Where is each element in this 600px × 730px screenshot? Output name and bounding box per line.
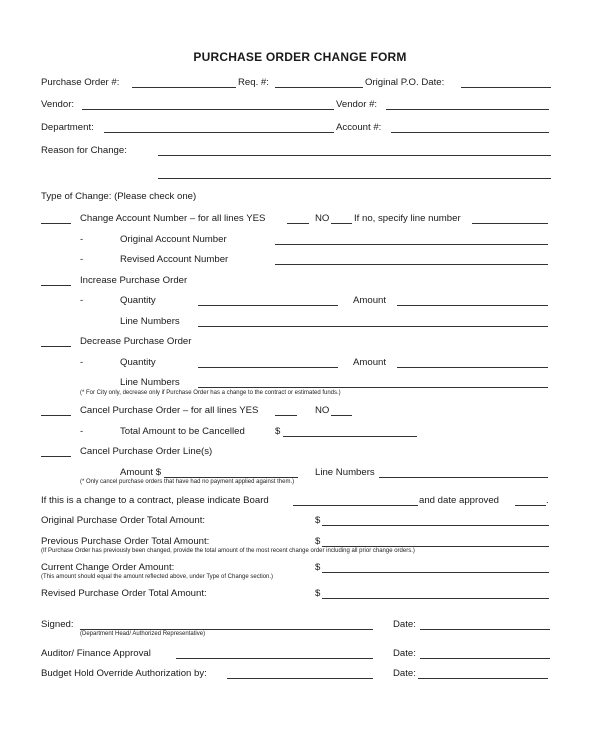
vendor-number-field[interactable]: [386, 109, 549, 110]
total-cancelled-field[interactable]: [283, 436, 417, 437]
budget-hold-label: Budget Hold Override Authorization by:: [41, 668, 207, 679]
cancel-po-checkbox[interactable]: [41, 415, 71, 416]
decrease-quantity-label: Quantity: [120, 357, 156, 368]
signed-field[interactable]: [80, 629, 373, 630]
account-number-field[interactable]: [391, 132, 549, 133]
change-account-no-field[interactable]: [331, 223, 352, 224]
budget-hold-field[interactable]: [227, 678, 373, 679]
vendor-number-label: Vendor #:: [336, 99, 378, 110]
auditor-field[interactable]: [176, 658, 373, 659]
cancel-line-numbers-label: Line Numbers: [315, 467, 375, 478]
increase-quantity-label: Quantity: [120, 295, 156, 306]
original-total-field[interactable]: [322, 525, 549, 526]
form-title: PURCHASE ORDER CHANGE FORM: [193, 50, 407, 64]
req-field[interactable]: [275, 87, 363, 88]
change-account-checkbox[interactable]: [41, 223, 71, 224]
req-label: Req. #:: [238, 77, 269, 88]
previous-total-field[interactable]: [322, 546, 549, 547]
board-label: If this is a change to a contract, please indicate Board: [41, 495, 269, 506]
decrease-quantity-field[interactable]: [198, 367, 338, 368]
dollar-sign: $: [315, 588, 321, 599]
decrease-amount-field[interactable]: [397, 367, 548, 368]
revised-total-field[interactable]: [322, 598, 549, 599]
increase-label: Increase Purchase Order: [80, 275, 188, 286]
increase-quantity-field[interactable]: [198, 305, 338, 306]
auditor-date-label: Date:: [393, 648, 416, 659]
previous-total-label: Previous Purchase Order Total Amount:: [41, 536, 210, 547]
decrease-line-numbers-label: Line Numbers: [120, 377, 180, 388]
increase-checkbox[interactable]: [41, 285, 71, 286]
increase-line-numbers-label: Line Numbers: [120, 316, 180, 327]
cancel-line-numbers-field[interactable]: [379, 477, 548, 478]
revised-total-label: Revised Purchase Order Total Amount:: [41, 588, 207, 599]
increase-amount-field[interactable]: [397, 305, 548, 306]
original-po-date-field[interactable]: [461, 87, 551, 88]
date-approved-label: and date approved: [419, 495, 500, 506]
po-number-field[interactable]: [132, 87, 236, 88]
auditor-label: Auditor/ Finance Approval: [41, 648, 151, 659]
cancel-lines-checkbox[interactable]: [41, 456, 71, 457]
current-change-field[interactable]: [322, 572, 549, 573]
line-number-field[interactable]: [472, 223, 548, 224]
decrease-checkbox[interactable]: [41, 346, 71, 347]
decrease-note: (* For City only, decrease only if Purchase Order has a change to the contract or estimated funds.): [80, 390, 341, 396]
original-po-date-label: Original P.O. Date:: [365, 77, 445, 88]
board-field[interactable]: [293, 505, 418, 506]
signed-date-label: Date:: [393, 619, 416, 630]
budget-hold-date-field[interactable]: [418, 678, 548, 679]
bullet-dash: -: [80, 234, 84, 245]
department-field[interactable]: [104, 132, 334, 133]
po-number-label: Purchase Order #:: [41, 77, 120, 88]
cancel-lines-label: Cancel Purchase Order Line(s): [80, 446, 213, 457]
current-change-note: (This amount should equal the amount reflected above, under Type of Change section.): [41, 574, 274, 580]
original-account-label: Original Account Number: [120, 234, 227, 245]
change-account-no-label: NO: [315, 213, 330, 224]
budget-hold-date-label: Date:: [393, 668, 416, 679]
bullet-dash: -: [80, 295, 84, 306]
cancel-note: (* Only cancel purchase orders that have had no payment applied against them.): [80, 479, 295, 485]
signed-label: Signed:: [41, 619, 74, 630]
decrease-amount-label: Amount: [353, 357, 387, 368]
decrease-line-numbers-field[interactable]: [198, 387, 548, 388]
dollar-sign: $: [315, 515, 321, 526]
bullet-dash: -: [80, 357, 84, 368]
increase-amount-label: Amount: [353, 295, 387, 306]
signed-date-field[interactable]: [420, 629, 550, 630]
cancel-po-no-field[interactable]: [331, 415, 352, 416]
change-account-yes-field[interactable]: [287, 223, 309, 224]
vendor-field[interactable]: [82, 109, 334, 110]
cancel-amount-field[interactable]: [164, 477, 298, 478]
bullet-dash: -: [80, 426, 84, 437]
previous-total-note: (If Purchase Order has previously been changed, provide the total amount of the most recent change order including all prior change orders.): [41, 548, 415, 554]
cancel-po-no-label: NO: [315, 405, 330, 416]
dollar-sign: $: [275, 426, 281, 437]
reason-label: Reason for Change:: [41, 145, 127, 156]
vendor-label: Vendor:: [41, 99, 75, 110]
department-label: Department:: [41, 122, 94, 133]
original-account-field[interactable]: [275, 244, 548, 245]
bullet-dash: -: [80, 254, 84, 265]
cancel-amount-label: Amount $: [120, 467, 162, 478]
original-total-label: Original Purchase Order Total Amount:: [41, 515, 206, 526]
decrease-label: Decrease Purchase Order: [80, 336, 192, 347]
auditor-date-field[interactable]: [420, 658, 550, 659]
dollar-sign: $: [315, 536, 321, 547]
revised-account-field[interactable]: [275, 264, 548, 265]
reason-field-line-2[interactable]: [158, 178, 551, 179]
current-change-label: Current Change Order Amount:: [41, 562, 175, 573]
period: .: [546, 495, 549, 506]
dollar-sign: $: [315, 562, 321, 573]
account-number-label: Account #:: [336, 122, 382, 133]
date-approved-field[interactable]: [515, 505, 546, 506]
signed-note: (Department Head/ Authorized Representative): [80, 631, 206, 637]
revised-account-label: Revised Account Number: [120, 254, 229, 265]
total-cancelled-label: Total Amount to be Cancelled: [120, 426, 245, 437]
change-account-label: Change Account Number – for all lines YES: [80, 213, 266, 224]
cancel-po-label: Cancel Purchase Order – for all lines YES: [80, 405, 259, 416]
reason-field-line-1[interactable]: [158, 155, 551, 156]
if-no-label: If no, specify line number: [354, 213, 461, 224]
type-of-change-heading: Type of Change: (Please check one): [41, 191, 197, 202]
cancel-po-yes-field[interactable]: [275, 415, 297, 416]
increase-line-numbers-field[interactable]: [198, 326, 548, 327]
